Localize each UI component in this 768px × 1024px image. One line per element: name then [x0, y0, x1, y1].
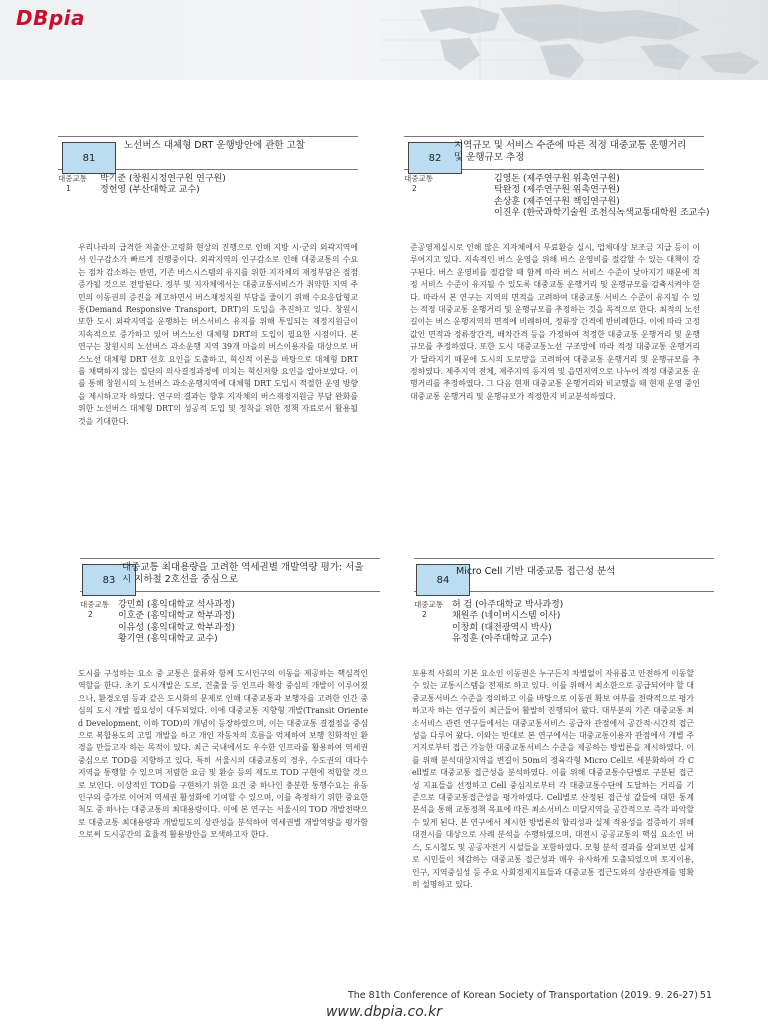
author: 이호준 (홍익대학교 학부과정) — [118, 611, 236, 622]
paper-title: 지역규모 및 서비스 수준에 따른 적정 대중교통 운행거리 및 운행규모 추정 — [454, 140, 687, 163]
paper-number-badge: 84 — [416, 564, 470, 596]
category-text: 대중교통 — [414, 600, 443, 609]
paper-title: Micro Cell 기반 대중교통 접근성 분석 — [456, 566, 616, 577]
paper-number-badge: 82 — [408, 142, 462, 174]
category-number: 1 — [66, 184, 71, 193]
paper-card-82 — [404, 136, 714, 496]
paper-number-badge: 83 — [82, 564, 136, 596]
paper-abstract: 도시를 구성하는 요소 중 교통은 물류와 함께 도시인구의 이동을 제공하는 핵심적인 역할을 한다. 초기 도시개발은 도로, 건출물 등 인프라 확장 중심의 개발이 이루어졌으나, 환경오염 등과 같은 도시화의 문제로 인해 대중교통과 보행자를 고려한 인간 중심의 도시 개발 필요성이 대두되었다. 이에 대중교통 지향형 개발(Transit Oriented Development, 이하 TOD)의 개념이 등장하였으며, 이는 대중교통 결절점을 중심으로 복합용도의 고밀 개발을 하고 개인 자동차의 흐름을 억제하여 보행 친화적인 환경을 만들고자 하는 목적이 있다. 최근 국내에서도 우수한 인프라를 활용하여 역세권 중심으로 TOD를 지향하고 있다. 특히 서울시의 대중교통의 경우, 수도권의 대다수 지역을 통행할 수 있으며 저렴한 요금 및 환승 등의 제도로 TOD 구현에 적합할 것으로 보인다. 이상적인 TOD를 구현하기 위한 요건 중 하나인 충분한 통행수요는 유동인구의 증가로 이어져 역세권 활성화에 기여할 수 있으며, 이를 측정하기 위한 중요한 척도 중 하나는 대중교통의 최대용량이다. 이에 본 연구는 서울시의 TOD 개발전략으로 대중교통 최대용량과 개발밀도의 상관성을 분석하여 역세권별 개발역량을 평가함으로써 도시공간의 효율적 활용방안을 모색하고자 한다. — [78, 669, 368, 840]
paper-number-badge: 81 — [62, 142, 116, 174]
category-text: 대중교통 — [80, 600, 109, 609]
category-label — [80, 600, 120, 620]
category-label — [58, 174, 98, 194]
category-text: 대중교통 — [58, 174, 87, 183]
author: 탁완정 (제주연구원 위촉연구원) — [494, 185, 620, 196]
page-footer — [0, 986, 768, 1024]
author: 황기연 (홍익대학교 교수) — [118, 634, 218, 645]
paper-title: 노선버스 대체형 DRT 운행방안에 관한 고찰 — [124, 140, 305, 151]
author: 허 검 (아주대학교 박사과정) — [452, 600, 564, 610]
category-number: 2 — [422, 610, 427, 619]
author: 유정훈 (아주대학교 교수) — [452, 634, 552, 645]
author: 박기준 (창원시정연구원 연구원) — [100, 174, 226, 184]
category-label — [414, 600, 454, 620]
category-text: 대중교통 — [404, 174, 433, 183]
author-list — [452, 600, 563, 646]
paper-abstract: 준공영제실시로 인해 많은 지자체에서 무료환승 실시, 업체대상 보조금 지급 등이 이루어지고 있다. 지속적인 버스 운영을 위해 버스 운영비를 절감할 수 있는 대책이 강구된다. 버스 운영비를 절감할 때 함께 따라 버스 서비스 수준이 낮아지기 때문에 적정 서비스 수준이 유지될 수 있도록 대중교통 운행거리 및 운행규모를 감축시켜야 한다. 따라서 본 연구는 지역의 면적을 고려하여 대중교통 서비스 수준이 유지될 수 있는 적정 대중교통 운행거리 및 운행규모를 추정하는 것을 목적으로 한다. 최적의 노선길이는 버스 운행지역의 면적에 비례하며, 정류장 간격에 반비례한다. 이에 따라 고정 값인 면적과 정류장간격, 배차간격 등을 가정하여 적정한 대중교통 운행거리 및 운행규모를 추정하였다. 또한 도시 대중교통노선 구조망에 따라 적정 대중교통 운행거리가 달라지기 때문에 도시의 도로망을 고려하여 대중교통 운행거리 및 운행규모를 추정하였다. 제주지역 전체, 제주지역 동지역 및 읍면지역으로 나누어 적정 대중교통 운행거리를 추정하였다. 그 다음 현재 대중교통 운행거리와 비교했을 때 현재 운영 중인 대중교통 운행거리 및 운행규모가 적정한지 비교분석하였다. — [410, 243, 700, 401]
dbpia-url-link[interactable]: www.dbpia.co.kr — [325, 1004, 443, 1020]
author-list — [494, 174, 710, 220]
category-number: 2 — [88, 610, 93, 619]
author: 이유성 (홍익대학교 학부과정) — [118, 622, 236, 633]
paper-title: 대중교통 최대용량을 고려한 역세권별 개발역량 평가: 서울시 지하철 2호선을 중심으로 — [122, 562, 364, 585]
category-number: 2 — [412, 184, 417, 193]
author: 정헌영 (부산대학교 교수) — [100, 185, 200, 196]
logo-text: DBpia — [16, 6, 86, 30]
author: 채원주 (네이버시스템 이사) — [452, 611, 561, 622]
paper-card-81 — [58, 136, 368, 496]
author-list — [118, 600, 235, 646]
author: 강민희 (홍익대학교 석사과정) — [118, 600, 236, 610]
author: 김영돈 (제주연구원 위촉연구원) — [494, 174, 620, 184]
page-header-banner — [0, 0, 768, 80]
conference-info: The 81th Conference of Korean Society of Transportation (2019. 9. 26-27) — [347, 990, 698, 1001]
dbpia-logo[interactable] — [10, 2, 160, 32]
author: 이창희 (대전광역시 박사) — [452, 622, 552, 633]
category-label — [404, 174, 444, 194]
paper-abstract: 우리나라의 급격한 저출산·고령화 현상의 진행으로 인해 지방 시·군의 외곽지역에서 인구감소가 빠르게 진행중이다. 외곽지역의 인구감소로 인해 대중교통의 수요는 점차 감소하는 반면, 기존 버스시스템의 유지를 위한 지자체의 재정부담은 점점 증가될 것으로 전망된다. 정부 및 지자체에서는 대중교통서비스가 취약한 지역 주민의 이동권의 증진을 제고하면서 버스재정지원 부담을 줄이기 위해 수요응답형교통(Demand Responsive Transport, DRT)의 도입을 추진하고 있다. 창원시 또한 도시 외곽지역을 운행하는 버스서비스 유지를 위해 투입되는 재정지원금이 지속적으로 증가하고 있어 버스노선 대체형 DRT의 도입이 필요한 시점이다. 본 연구는 창원시의 노선버스 과소운행 지역 39개 마을의 버스이용자를 대상으로 버스노선 대체형 DRT 선호 요인을 도출하고, 혁신적 이론을 바탕으로 대체형 DRT를 채택하지 않는 집단의 의사결정과정에 미치는 혁신저항 요인을 알아보았다. 이를 통해 창원시의 노선버스 과소운행지역에 대체형 DRT 도입시 적절한 운영 방향을 제시하고자 하였다. 연구의 결과는 향후 지자체의 버스재정지원금 부담 완화를 위한 노선버스 대체형 DRT의 성공적 도입 및 정착을 위한 정책 자료로서 활용될 것을 기대한다. — [78, 243, 358, 426]
page-number: 51 — [699, 990, 712, 1001]
paper-card-83 — [80, 558, 390, 898]
author-list — [100, 174, 226, 197]
author: 손상훈 (제주연구원 책임연구원) — [494, 196, 620, 207]
paper-card-84 — [414, 558, 724, 958]
paper-abstract: 포용적 사회의 기본 요소인 이동권은 누구든지 차별없이 자유롭고 안전하게 이동할 수 있는 교통시스템을 전제로 하고 있다. 이를 위해서 최소한으로 공급되어야 할 대중교통서비스 수준을 정의하고 이를 바탕으로 이동권 확보 여부를 전략적으로 평가하고자 하는 연구들이 최근들어 활발히 진행되어 왔다. 대부분의 기존 대중교통 최소서비스 관련 연구들에서는 대중교통서비스 공급자 관점에서 공간적·시간적 접근성을 다루어 왔다. 이와는 반대로 본 연구에서는 대중교통이용자 관점에서 개별 주거지로부터 접근 가능한 대중교통서비스 수준을 제공하는 방법론을 제시하였다. 이를 위해 분석대상지역을 변길이 50m의 정육각형 Micro Cell로 세분화하여 각 Cell별로 대중교통 접근성을 분석하였다. 이를 위해 대중교통수단별로 구분된 접근성 지표들을 선정하고 Cell 중심지로부터 각 대중교통수단에 도달하는 거리를 기준으로 대중교통접근성을 평가하였다. Cell별로 산정된 접근성 값들에 대한 통계 분석을 통해 교통정책 목표에 따른 최소서비스 미달지역을 공간적으로 즉각 파악할 수 있게 된다. 본 연구에서 제시한 방법론의 합리성과 실제 적용성을 검증하기 위해 대전시를 대상으로 사례 분석을 수행하였으며, 대전시 공공교통의 핵심 요소인 버스, 도시철도 및 공공자전거 시설들을 포함하였다. 모형 분석 결과를 살펴보면 실제로 시민들이 체감하는 대중교통 접근성과 매우 유사하게 도출되었으며 토지이용, 인구, 지역중심성 등 주요 사회경제지표들과 대중교통 접근도와의 상관관계를 명확히 설명하고 있다. — [412, 669, 694, 889]
author: 이진우 (한국과학기술원 조천식녹색교통대학원 조교수) — [494, 208, 710, 219]
